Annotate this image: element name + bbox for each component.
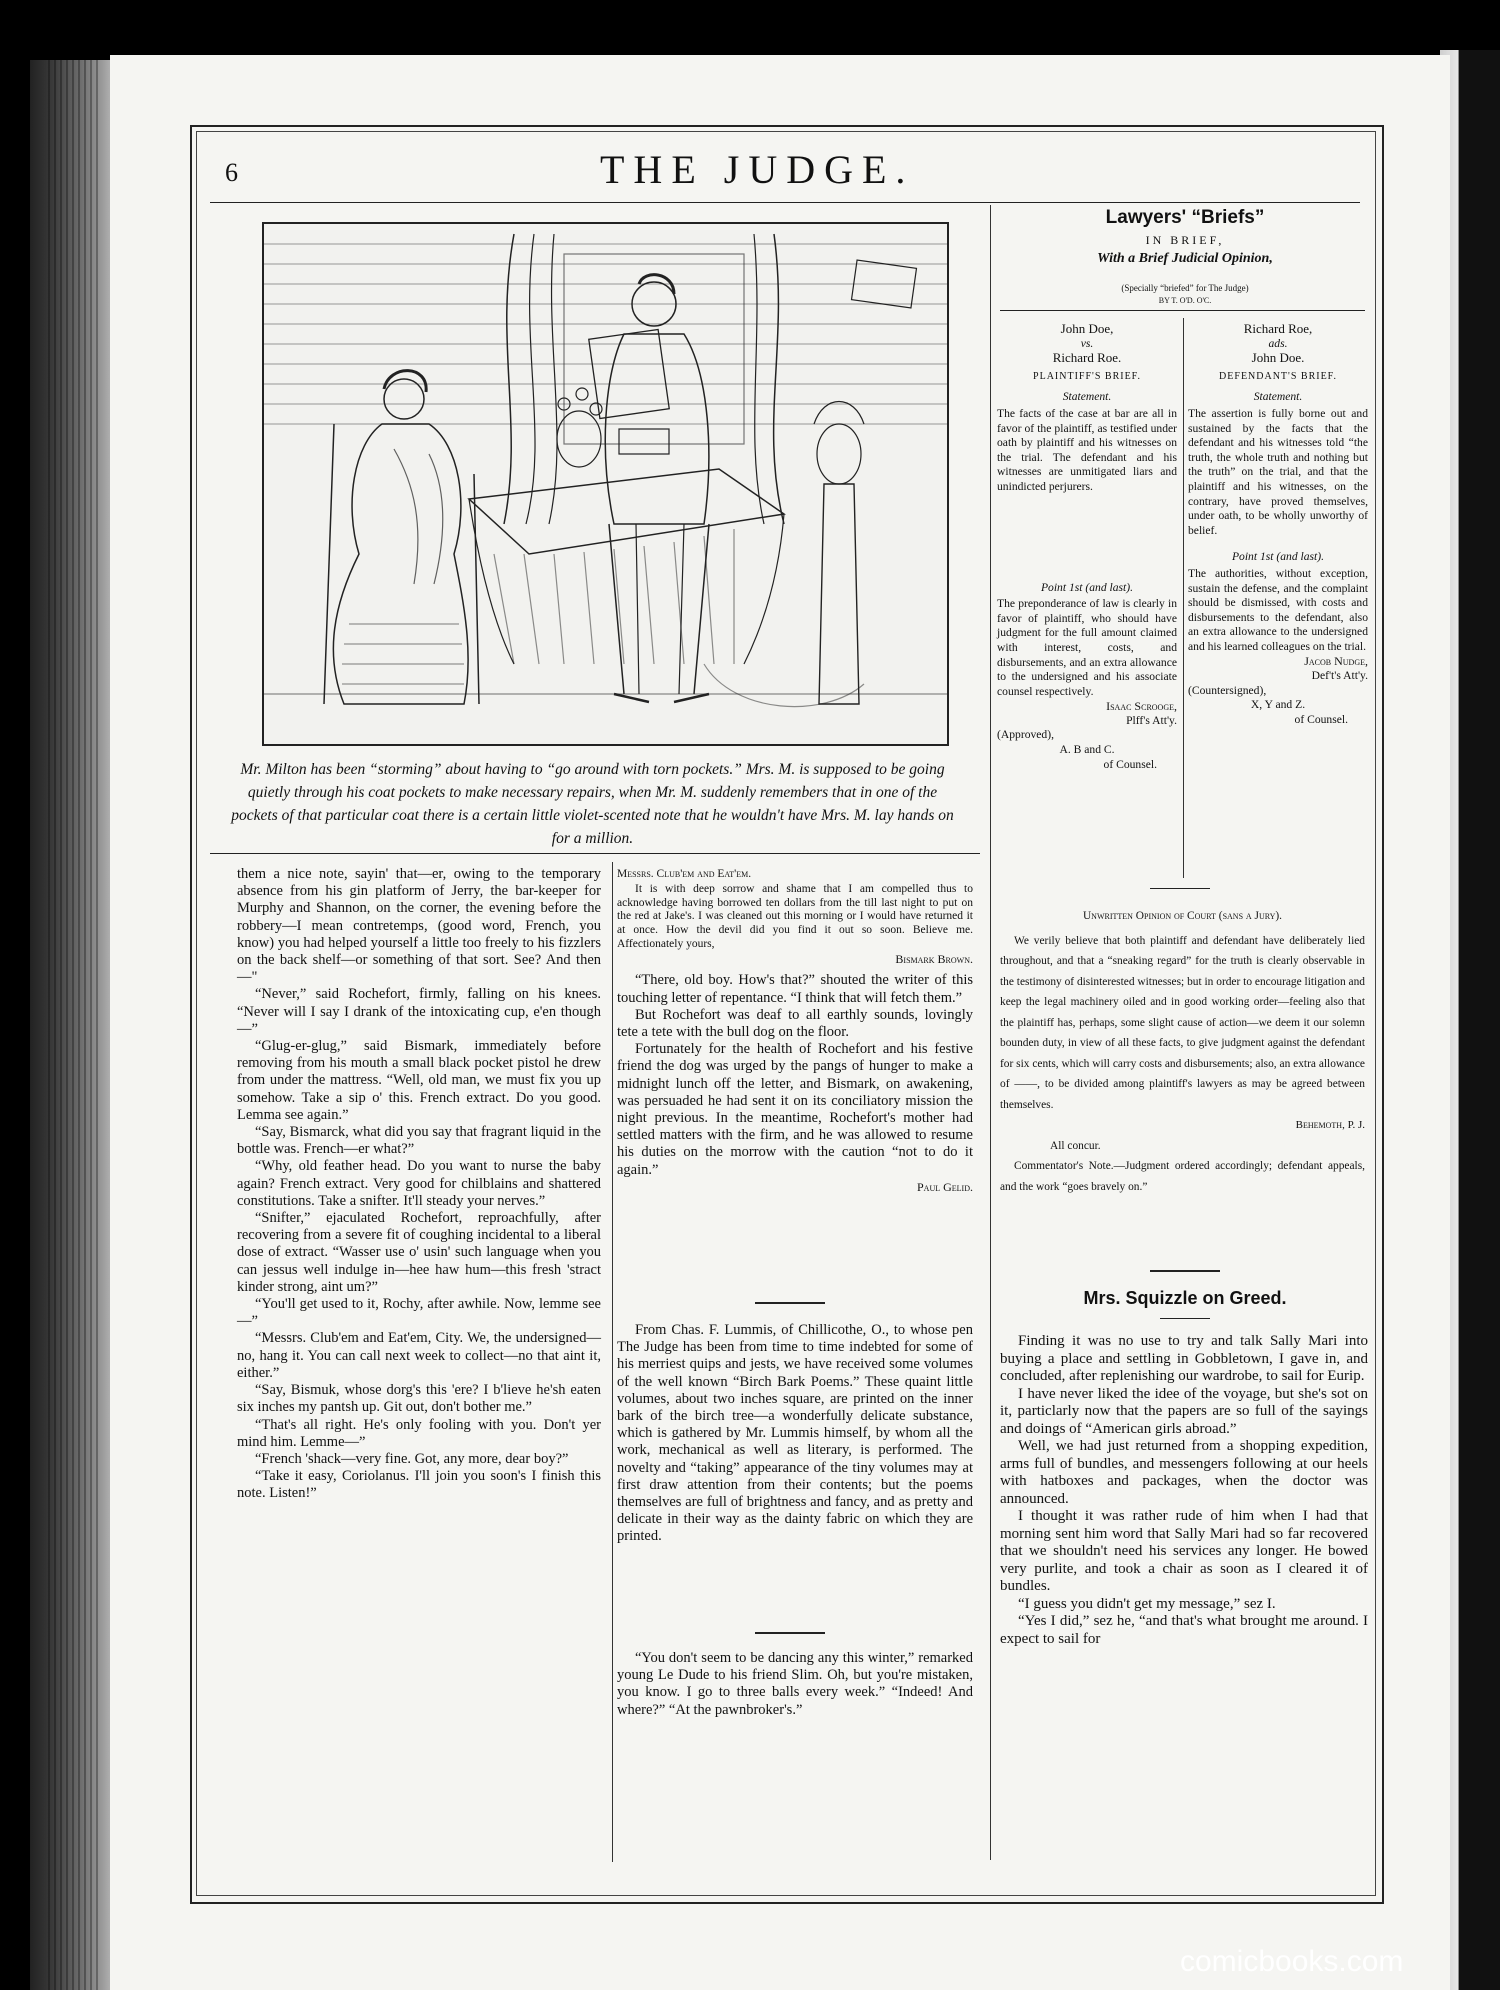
plaintiff-statement: The facts of the case at bar are all in favor of the plaintiff, as testified under oath by plaintiff and his witnesses on the trial. The defendant and his witnesses are unmitigated liars and unindicted perjurers. bbox=[997, 406, 1177, 493]
defendant-party-2: John Doe. bbox=[1251, 350, 1305, 366]
approved-label: (Approved), bbox=[997, 728, 1054, 742]
story-paragraph: “That's all right. He's only fooling with you. Don't yer mind him. Lemme—” bbox=[237, 1416, 601, 1450]
plaintiff-brief-heading: PLAINTIFF'S BRIEF. bbox=[1033, 370, 1141, 382]
section-rule bbox=[755, 1632, 825, 1634]
briefs-subtitle: IN BRIEF, bbox=[1145, 233, 1225, 247]
story-paragraph: “French 'shack—very fine. Got, any more, dear boy?” bbox=[255, 1450, 569, 1467]
briefs-rule-short bbox=[1150, 888, 1210, 889]
plaintiff-brief bbox=[997, 322, 1177, 772]
statement-heading: Statement. bbox=[1062, 390, 1112, 404]
section-rule bbox=[1150, 1270, 1220, 1272]
squizzle-paragraph: I have never liked the idee of the voyage, but she's sot on it, particlarly now that the papers are so full of the sayings and doings of “American girls abroad.” bbox=[1000, 1385, 1368, 1437]
column-divider-1 bbox=[612, 862, 613, 1862]
masthead-rule bbox=[210, 202, 1360, 203]
caption-rule bbox=[210, 853, 980, 854]
letter-heading: Messrs. Club'em and Eat'em. bbox=[617, 868, 752, 880]
plaintiff-attorney: Isaac Scrooge, bbox=[1106, 699, 1177, 714]
masthead-title: THE JUDGE. bbox=[600, 147, 915, 192]
story-column-2 bbox=[617, 866, 973, 1196]
ledude-joke bbox=[617, 1650, 973, 1719]
story-paragraph: “You'll get used to it, Rochy, after awhile. Now, lemme see—” bbox=[237, 1296, 601, 1330]
ledude-paragraph: “You don't seem to be dancing any this winter,” remarked young Le Dude to his friend Slim. Oh, but you're mistaken, you know. I go to three balls every week.” “Indeed! And where?” “At the pawnbroker's.” bbox=[617, 1650, 973, 1718]
defendant-statement: The assertion is fully borne out and sustained by the facts that the defendant and his witnesses told “the truth, the whole truth and nothing but the truth” on the trial, and that the plaintiff and his witnesses, on the contrary, have proved themselves, under oath, to be wholly unworthy of belief. bbox=[1188, 406, 1368, 537]
section-rule bbox=[755, 1302, 825, 1304]
point-heading: Point 1st (and last). bbox=[1040, 580, 1134, 594]
squizzle-paragraph: I thought it was rather rude of him when I had that morning sent him word that Sally Mari had so far recovered that we shouldn't need his services any longer. He bowed very purlite, and took a chair as soon as I cleared it of bundles. bbox=[1000, 1508, 1368, 1594]
plaintiff-party-1: John Doe, bbox=[1060, 321, 1114, 336]
opinion-text: We verily believe that both plaintiff and defendant have deliberately lied throughout, and that a “sneaking regard” for the truth is clearly observable in the testimony of disinterested witnesses; but in order to encourage litigation and keep the legal machinery oiled and in good working order—feeling also that the plaintiff has, perhaps, some slight cause of action—we deem it our solemn bounden duty, in view of all these facts, to give judgment against the defendant for six cents, which will carry costs and disbursements; also, an extra allowance of ——, to be divided among plaintiff's lawyers as may be agreed between themselves. bbox=[1000, 934, 1365, 1111]
concur-label: All concur. bbox=[1050, 1139, 1101, 1152]
defendant-attorney: Jacob Nudge, bbox=[1304, 654, 1368, 669]
story-paragraph: “Glug-er-glug,” said Bismark, immediately before removing from his mouth a small black pocket pistol he drew from under the mattress. “Well, old man, we must fix you up somehow. Take a sip o' this. French extract. Do you good. Lemma see again.” bbox=[237, 1038, 601, 1123]
letter-signature: Bismark Brown. bbox=[895, 952, 973, 967]
squizzle-paragraph: “I guess you didn't get my message,” sez I. bbox=[1018, 1595, 1276, 1612]
story-paragraph: them a nice note, sayin' that—er, owing to the temporary absence from his gin platform of Jerry, the bar-keeper for Murphy and Shannon, on the corner, the evening before the robbery—I mean contretemps, (good word, French, you know) you had helped yourself a little too freely to his fizzlers on the back shelf—or something of that sort. See? And then—" bbox=[237, 866, 601, 986]
briefs-divider bbox=[1183, 318, 1184, 878]
plaintiff-attorney-title: Plff's Att'y. bbox=[1126, 713, 1177, 727]
squizzle-rule bbox=[1160, 1318, 1210, 1319]
briefs-credit-author: BY T. O'D. O'C. bbox=[1158, 296, 1212, 305]
defendant-counsel-label: of Counsel. bbox=[1294, 712, 1348, 726]
squizzle-article bbox=[1000, 1333, 1368, 1648]
cartoon-illustration bbox=[262, 222, 949, 746]
defendant-brief bbox=[1188, 322, 1368, 727]
defendant-attorney-title: Def't's Att'y. bbox=[1311, 669, 1368, 683]
lummis-notice bbox=[617, 1322, 973, 1546]
story-column-1 bbox=[237, 866, 601, 1503]
lummis-paragraph: From Chas. F. Lummis, of Chillicothe, O., to whose pen The Judge has been from time to time indebted for some of his merriest quips and jests, we have received some volumes of the well known “Birch Bark Poems.” These quaint little volumes, about two inches square, are printed on the inner bark of the birch tree—a wonderfully delicate substance, which is gathered by Mr. Lummis himself, by whom all the work, mechanical as well as literary, is performed. The novelty and “taking” appearance of the tiny volumes may at first draw attention from their contents; but the poems themselves are full of brightness and fancy, and as pretty and delicate in their way as the dainty fabric on which they are printed. bbox=[617, 1322, 973, 1545]
countersigned-label: (Countersigned), bbox=[1188, 683, 1267, 697]
story-paragraph: “Messrs. Club'em and Eat'em, City. We, the undersigned—no, hang it. You can call next week to collect—no that aint it, either.” bbox=[237, 1330, 601, 1381]
point-heading: Point 1st (and last). bbox=[1231, 550, 1325, 564]
cartoon-drawing bbox=[264, 224, 947, 744]
story-paragraph: “Snifter,” ejaculated Rochefort, reproachfully, after recovering from a severe fit of coughing incidental to a liberal dose of extract. “Wasser use o' usin' such language when you can jessus well indulge in—hee haw hum—this fresh 'stract kinder strong, aint um?” bbox=[237, 1210, 601, 1295]
adversus-label: ads. bbox=[1268, 336, 1288, 350]
squizzle-paragraph: Finding it was no use to try and talk Sally Mari into buying a place and settling in Gobbletown, I gave in, and concluded, after replenishing our wardrobe, to sail for Eurip. bbox=[1000, 1333, 1368, 1384]
story-paragraph: Fortunately for the health of Rochefort and his festive friend the dog was urged by the pangs of hunger to make a midnight lunch off the letter, and Bismark, on awakening, was persuaded he had sent it on its conciliatory mission the night previous. In the meantime, Rochefort's mother had settled matters with the firm, and he was allowed to resume his duties on the morrow with the caution “not to do it again.” bbox=[617, 1041, 973, 1178]
squizzle-paragraph: “Yes I did,” sez he, “and that's what brought me around. I expect to sail for bbox=[1000, 1613, 1368, 1647]
plaintiff-party-2: Richard Roe. bbox=[1052, 350, 1122, 366]
opinion-heading: Unwritten Opinion of Court (sans a Jury). bbox=[1082, 910, 1283, 922]
commentator-note: Commentator's Note.—Judgment ordered accordingly; defendant appeals, and the work “goes bravely on.” bbox=[1000, 1160, 1365, 1193]
story-paragraph: “Why, old feather head. Do you want to nurse the baby again? French extract. Very good for chilblains and shattered constitutions. Take a snifter. It'll steady your nerves.” bbox=[237, 1158, 601, 1209]
story-paragraph: “Take it easy, Coriolanus. I'll join you soon's I finish this note. Listen!” bbox=[237, 1468, 601, 1502]
judge-signature: Behemoth, P. J. bbox=[1295, 1119, 1365, 1131]
defendant-counsel: X, Y and Z. bbox=[1250, 698, 1306, 712]
story-paragraph: “Never,” said Rochefort, firmly, falling on his knees. “Never will I say I drank of the intoxicating cup, e'en though—” bbox=[237, 986, 601, 1037]
column-divider-2 bbox=[990, 205, 991, 1860]
briefs-title: Lawyers' “Briefs” bbox=[1105, 207, 1265, 228]
defendant-party-1: Richard Roe, bbox=[1243, 321, 1313, 336]
defendant-point: The authorities, without exception, sustain the defense, and the complaint should be dismissed, with costs and disbursements to the defendant, also an extra allowance to the undersigned and his learned colleagues on the trial. bbox=[1188, 566, 1368, 653]
story-author: Paul Gelid. bbox=[917, 1179, 973, 1194]
story-paragraph: But Rochefort was deaf to all earthly sounds, lovingly tete a tete with the bull dog on the floor. bbox=[617, 1006, 973, 1040]
binding-page-edges bbox=[48, 60, 98, 1990]
squizzle-title: Mrs. Squizzle on Greed. bbox=[1083, 1288, 1287, 1308]
briefs-subtitle-2: With a Brief Judicial Opinion, bbox=[1097, 251, 1273, 266]
briefs-credit: (Specially “briefed” for The Judge) bbox=[1121, 283, 1249, 293]
plaintiff-point: The preponderance of law is clearly in favor of plaintiff, who should have judgment for the full amount claimed with interest, costs, and disbursements, and an extra allowance to the undersigned and his associate counsel respectively. bbox=[997, 597, 1177, 698]
briefs-rule bbox=[1000, 310, 1365, 311]
versus-label: vs. bbox=[1080, 336, 1094, 350]
page-number: 6 bbox=[225, 158, 238, 187]
plaintiff-counsel: A. B and C. bbox=[1059, 743, 1115, 757]
story-paragraph: “There, old boy. How's that?” shouted the writer of this touching letter of repentance. “I think that will fetch them.” bbox=[617, 972, 973, 1006]
illustration-caption: Mr. Milton has been “storming” about having to “go around with torn pockets.” Mrs. M. is supposed to be going quietly through his coat pockets to make necessary repairs, when Mr. M. suddenly remembers that in one of the pockets of that particular coat there is a certain little violet-scented note that he wouldn't have Mrs. M. lay hands on for a million. bbox=[231, 761, 954, 847]
site-watermark[interactable]: comicbooks.com bbox=[1180, 1945, 1404, 1978]
squizzle-paragraph: Well, we had just returned from a shopping expedition, arms full of bundles, and messengers following at our heels with hatboxes and packages, when the doctor was announced. bbox=[1000, 1438, 1368, 1507]
defendant-brief-heading: DEFENDANT'S BRIEF. bbox=[1219, 370, 1337, 382]
story-paragraph: “Say, Bismuk, whose dorg's this 'ere? I b'lieve he'sh eaten six inches my pantsh up. Git out, don't bother me.” bbox=[237, 1382, 601, 1416]
letter-body: It is with deep sorrow and shame that I am compelled thus to acknowledge having borrowed ten dollars from the till last night to put on the red at Jake's. I was cleaned out this morning or I would have returned it at once. How the devil did you find it out so soon. Believe me. Affectionately yours, bbox=[617, 883, 973, 950]
plaintiff-counsel-label: of Counsel. bbox=[1103, 757, 1157, 771]
statement-heading: Statement. bbox=[1253, 390, 1303, 404]
story-paragraph: “Say, Bismarck, what did you say that fragrant liquid in the bottle was. French—er what?” bbox=[237, 1124, 601, 1158]
court-opinion bbox=[1000, 906, 1365, 1197]
